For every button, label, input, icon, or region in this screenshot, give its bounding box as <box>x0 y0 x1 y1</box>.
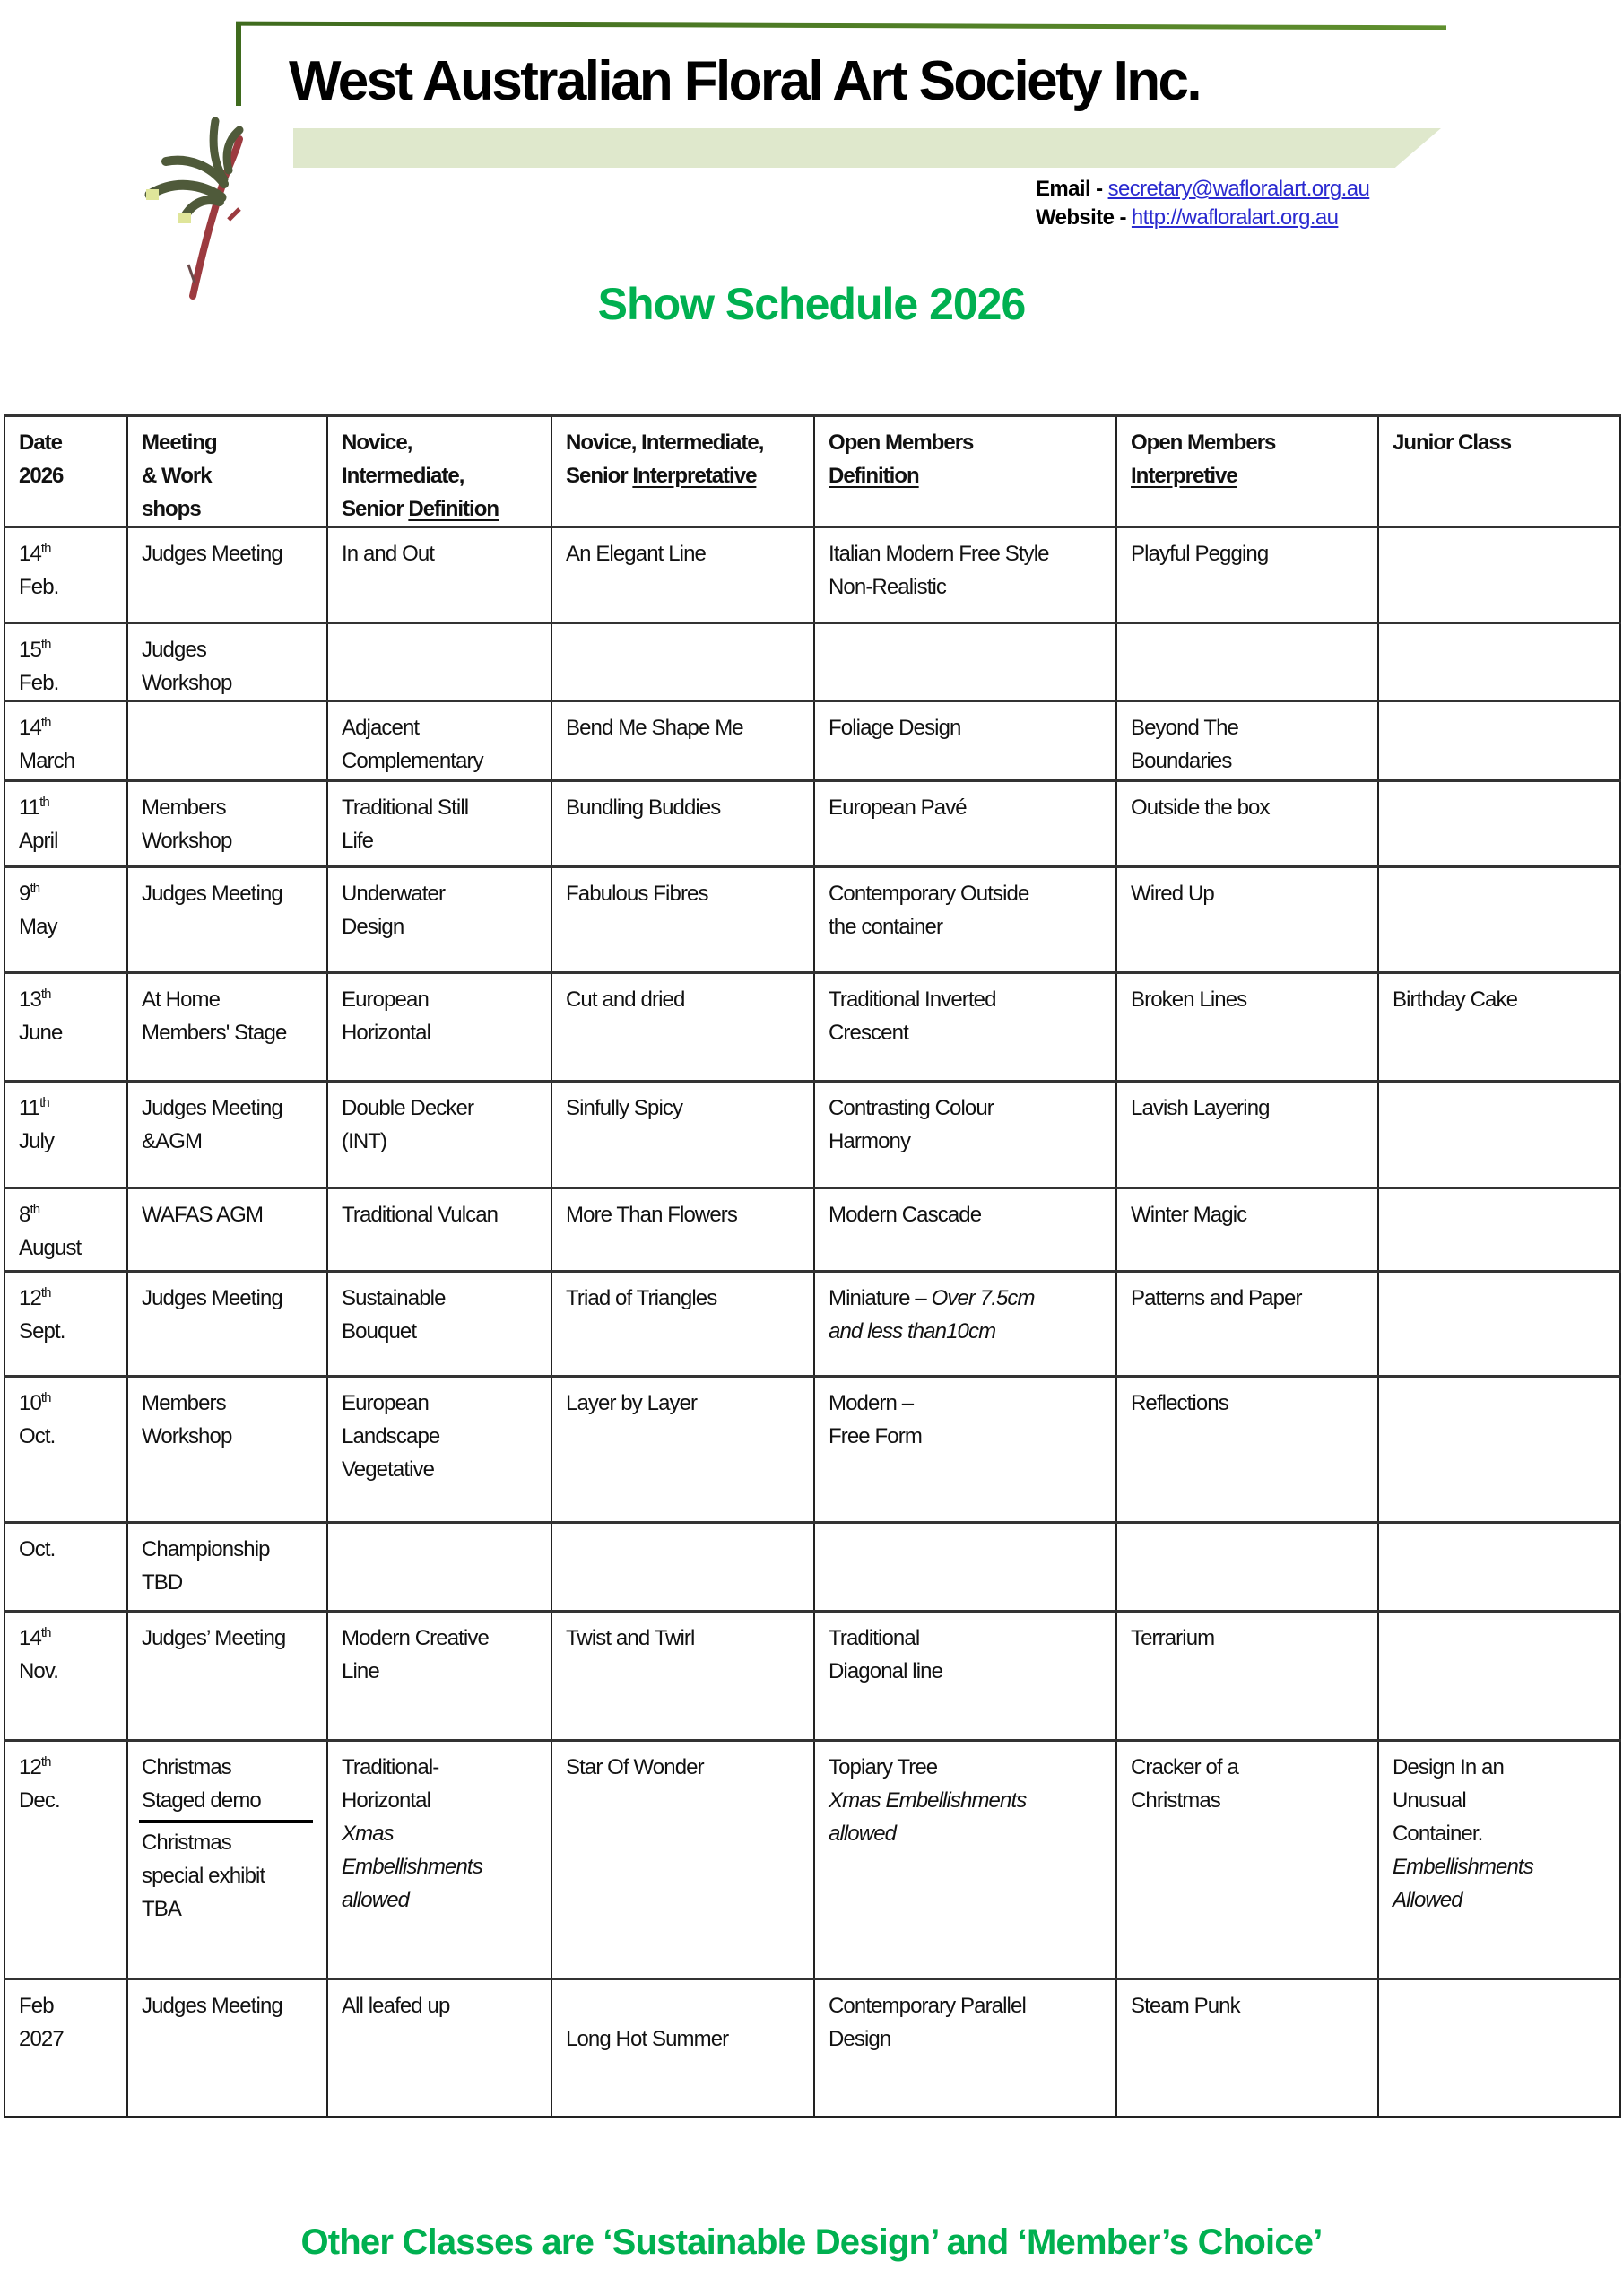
cell-line: Unusual <box>1393 1788 1466 1813</box>
cell-meeting <box>127 1082 327 1188</box>
cell-line: Traditional Vulcan <box>342 1203 499 1227</box>
cell-line: (INT) <box>342 1129 387 1153</box>
cell-line: Traditional- <box>342 1755 439 1779</box>
cell-line: Patterns and Paper <box>1131 1286 1302 1310</box>
cell-line: Miniature – <box>829 1286 932 1310</box>
cell-line: Staged demo <box>142 1788 261 1813</box>
cell-line: Landscape <box>342 1424 440 1448</box>
cell-line: Modern – <box>829 1391 914 1415</box>
cell-open-interpretive <box>1116 1741 1378 1979</box>
date-suffix: th <box>40 1625 51 1640</box>
cell-line: TBA <box>142 1897 181 1921</box>
cell-line: European <box>342 987 429 1012</box>
cell-line: Modern Creative <box>342 1626 489 1650</box>
cell-date <box>4 973 127 1082</box>
cell-junior-class <box>1378 1979 1620 2117</box>
cell-junior-class <box>1378 1741 1620 1979</box>
meeting-separator <box>139 1820 313 1823</box>
cell-open-definition <box>814 701 1116 781</box>
cell-line: Judges <box>142 638 206 662</box>
cell-open-interpretive <box>1116 1612 1378 1741</box>
cell-line: special exhibit <box>142 1864 265 1888</box>
cell-line: Members <box>142 796 226 820</box>
cell-nis-interpretative <box>551 1612 814 1741</box>
cell-line: TBD <box>142 1570 183 1595</box>
cell-line: &AGM <box>142 1129 203 1153</box>
cell-junior-class <box>1378 1377 1620 1523</box>
date-suffix: th <box>40 1754 51 1770</box>
header-nis-interpretative: Novice, Intermediate, Senior Interpretative <box>551 416 814 527</box>
website-label: Website - <box>1036 205 1132 230</box>
cell-open-definition <box>814 781 1116 867</box>
cell-nis-definition <box>327 527 551 623</box>
cell-date <box>4 1741 127 1979</box>
cell-meeting <box>127 973 327 1082</box>
cell-nis-interpretative <box>551 1188 814 1272</box>
cell-line: Members' Stage <box>142 1021 287 1045</box>
table-row <box>4 781 1620 867</box>
date-month: March <box>19 749 75 773</box>
table-row <box>4 1523 1620 1612</box>
cell-open-interpretive <box>1116 781 1378 867</box>
cell-nis-interpretative <box>551 1523 814 1612</box>
cell-line: Topiary Tree <box>829 1755 938 1779</box>
date-suffix: th <box>39 795 49 810</box>
cell-meeting <box>127 1979 327 2117</box>
cell-open-definition <box>814 973 1116 1082</box>
cell-line: Judges Meeting <box>142 1994 282 2018</box>
cell-meeting <box>127 1377 327 1523</box>
table-row <box>4 1979 1620 2117</box>
date-suffix: th <box>40 637 51 652</box>
cell-line: European Pavé <box>829 796 967 820</box>
cell-line: An Elegant Line <box>566 542 706 566</box>
cell-line: Birthday Cake <box>1393 987 1518 1012</box>
cell-nis-definition <box>327 1188 551 1272</box>
cell-line: Modern Cascade <box>829 1203 982 1227</box>
cell-open-interpretive <box>1116 1272 1378 1377</box>
cell-line: Triad of Triangles <box>566 1286 717 1310</box>
date-month: April <box>19 829 58 853</box>
cell-open-definition <box>814 527 1116 623</box>
cell-line: Steam Punk <box>1131 1994 1240 2018</box>
cell-line: Workshop <box>142 671 232 695</box>
date-suffix: th <box>40 1285 51 1300</box>
cell-nis-interpretative <box>551 867 814 973</box>
cell-line-italic: Over 7.5cm <box>931 1286 1035 1310</box>
cell-line: Life <box>342 829 374 853</box>
cell-line: Contrasting Colour <box>829 1096 994 1120</box>
table-row <box>4 867 1620 973</box>
cell-junior-class <box>1378 623 1620 701</box>
cell-line: Lavish Layering <box>1131 1096 1270 1120</box>
cell-open-interpretive <box>1116 867 1378 973</box>
date-month: June <box>19 1021 63 1045</box>
cell-line: Non-Realistic <box>829 575 947 599</box>
cell-nis-interpretative <box>551 1082 814 1188</box>
cell-junior-class <box>1378 867 1620 973</box>
cell-line: the container <box>829 915 943 939</box>
date-day: 9 <box>19 882 30 906</box>
cell-open-interpretive <box>1116 701 1378 781</box>
cell-meeting <box>127 1612 327 1741</box>
cell-date <box>4 623 127 701</box>
table-row <box>4 1272 1620 1377</box>
cell-meeting <box>127 1741 327 1979</box>
cell-meeting <box>127 1272 327 1377</box>
date-suffix: th <box>40 541 51 556</box>
cell-line: Broken Lines <box>1131 987 1247 1012</box>
cell-line: Long Hot Summer <box>566 2027 729 2051</box>
cell-nis-definition <box>327 867 551 973</box>
cell-open-definition <box>814 1272 1116 1377</box>
cell-line: allowed <box>829 1822 897 1846</box>
cell-nis-interpretative <box>551 527 814 623</box>
header-nis-definition: Novice, Intermediate, Senior Definition <box>327 416 551 527</box>
cell-line: Free Form <box>829 1424 922 1448</box>
cell-line: Complementary <box>342 749 483 773</box>
cell-date <box>4 527 127 623</box>
header-open-interpretive: Open Members Interpretive <box>1116 416 1378 527</box>
cell-line: allowed <box>342 1888 410 1912</box>
cell-junior-class <box>1378 1272 1620 1377</box>
cell-nis-definition <box>327 1612 551 1741</box>
date-suffix: th <box>40 987 51 1002</box>
cell-line: Layer by Layer <box>566 1391 698 1415</box>
cell-line: All leafed up <box>342 1994 450 2018</box>
cell-line: Bend Me Shape Me <box>566 716 743 740</box>
cell-open-definition <box>814 1979 1116 2117</box>
cell-date <box>4 701 127 781</box>
cell-nis-definition <box>327 1741 551 1979</box>
cell-line: Traditional Inverted <box>829 987 996 1012</box>
cell-junior-class <box>1378 1082 1620 1188</box>
cell-open-definition <box>814 867 1116 973</box>
cell-line: Bouquet <box>342 1319 417 1344</box>
cell-line: Design <box>342 915 404 939</box>
date-day: Feb <box>19 1994 54 2018</box>
date-month: Oct. <box>19 1537 56 1561</box>
table-row <box>4 527 1620 623</box>
date-month: Oct. <box>19 1424 56 1448</box>
cell-line: Crescent <box>829 1021 908 1045</box>
footer-note: Other Classes are ‘Sustainable Design’ and ‘Member’s Choice’ <box>300 2222 1323 2262</box>
cell-line: Foliage Design <box>829 716 961 740</box>
date-day: 8 <box>19 1203 30 1227</box>
cell-line: At Home <box>142 987 221 1012</box>
date-day: 14 <box>19 542 41 566</box>
header-date: Date 2026 <box>4 416 127 527</box>
date-month: Nov. <box>19 1659 58 1683</box>
email-link[interactable]: secretary@wafloralart.org.au <box>1107 177 1370 201</box>
cell-nis-interpretative <box>551 1979 814 2117</box>
cell-open-definition <box>814 1523 1116 1612</box>
cell-date <box>4 1082 127 1188</box>
cell-junior-class <box>1378 1188 1620 1272</box>
cell-nis-definition <box>327 1523 551 1612</box>
header-junior-class: Junior Class <box>1378 416 1620 527</box>
cell-junior-class <box>1378 1612 1620 1741</box>
cell-open-definition <box>814 1377 1116 1523</box>
cell-line: Sinfully Spicy <box>566 1096 683 1120</box>
cell-line: Traditional Still <box>342 796 469 820</box>
cell-line: Design <box>829 2027 891 2051</box>
letterhead-band <box>293 128 1441 168</box>
cell-line: European <box>342 1391 429 1415</box>
cell-meeting <box>127 1523 327 1612</box>
cell-line: Members <box>142 1391 226 1415</box>
cell-line: Underwater <box>342 882 446 906</box>
date-day: 11 <box>19 796 40 820</box>
date-suffix: th <box>40 715 51 730</box>
cell-line-italic: and less than10cm <box>829 1319 996 1344</box>
cell-line: Judges Meeting <box>142 1286 282 1310</box>
cell-line: Workshop <box>142 829 232 853</box>
cell-nis-definition <box>327 973 551 1082</box>
cell-date <box>4 867 127 973</box>
table-row <box>4 1377 1620 1523</box>
cell-line: WAFAS AGM <box>142 1203 264 1227</box>
cell-line: Judges Meeting <box>142 882 282 906</box>
cell-line: Cracker of a <box>1131 1755 1238 1779</box>
cell-meeting <box>127 623 327 701</box>
cell-line: Cut and dried <box>566 987 685 1012</box>
cell-line: Winter Magic <box>1131 1203 1247 1227</box>
date-day: 10 <box>19 1391 41 1415</box>
cell-nis-definition <box>327 701 551 781</box>
website-line <box>1036 204 1369 232</box>
meeting-bottom <box>142 1826 317 1926</box>
cell-line: Terrarium <box>1131 1626 1215 1650</box>
cell-nis-definition <box>327 623 551 701</box>
cell-nis-interpretative <box>551 701 814 781</box>
cell-line: Boundaries <box>1131 749 1232 773</box>
cell-meeting <box>127 1188 327 1272</box>
cell-line: Star Of Wonder <box>566 1755 704 1779</box>
cell-open-interpretive <box>1116 973 1378 1082</box>
cell-junior-class <box>1378 781 1620 867</box>
cell-junior-class <box>1378 973 1620 1082</box>
cell-line: Design In an <box>1393 1755 1504 1779</box>
cell-line: Horizontal <box>342 1021 431 1045</box>
cell-line: Italian Modern Free Style <box>829 542 1049 566</box>
cell-line: Horizontal <box>342 1788 431 1813</box>
table-row <box>4 1082 1620 1188</box>
cell-line: Christmas <box>142 1831 231 1855</box>
cell-line: Beyond The <box>1131 716 1238 740</box>
cell-junior-class <box>1378 527 1620 623</box>
cell-date <box>4 1377 127 1523</box>
cell-line: Adjacent <box>342 716 420 740</box>
table-row <box>4 973 1620 1082</box>
cell-line: Double Decker <box>342 1096 474 1120</box>
cell-line: Diagonal line <box>829 1659 943 1683</box>
cell-line: Playful Pegging <box>1131 542 1269 566</box>
cell-nis-interpretative <box>551 781 814 867</box>
date-day: 13 <box>19 987 41 1012</box>
cell-nis-definition <box>327 781 551 867</box>
cell-line: Xmas Embellishments <box>829 1788 1027 1813</box>
cell-date <box>4 1523 127 1612</box>
cell-line: Championship <box>142 1537 270 1561</box>
cell-open-interpretive <box>1116 1082 1378 1188</box>
date-month: May <box>19 915 57 939</box>
letterhead-frame-top <box>236 22 1446 30</box>
date-month: Sept. <box>19 1319 65 1344</box>
header-open-definition: Open Members Definition <box>814 416 1116 527</box>
cell-line: Wired Up <box>1131 882 1214 906</box>
cell-line: Judges’ Meeting <box>142 1626 286 1650</box>
cell-open-definition <box>814 1188 1116 1272</box>
cell-open-interpretive <box>1116 1188 1378 1272</box>
header-meeting: Meeting & Work shops <box>127 416 327 527</box>
date-suffix: th <box>40 1390 51 1405</box>
cell-date <box>4 781 127 867</box>
cell-line: Embellishments <box>1393 1855 1533 1879</box>
cell-line: Workshop <box>142 1424 232 1448</box>
table-row <box>4 701 1620 781</box>
date-month: August <box>19 1236 82 1260</box>
date-suffix: th <box>30 1202 40 1217</box>
cell-open-interpretive <box>1116 1523 1378 1612</box>
cell-meeting <box>127 781 327 867</box>
cell-line: Outside the box <box>1131 796 1270 820</box>
table-row <box>4 623 1620 701</box>
cell-line: Embellishments <box>342 1855 482 1879</box>
cell-line: Line <box>342 1659 379 1683</box>
cell-line: Sustainable <box>342 1286 446 1310</box>
date-day: 14 <box>19 1626 41 1650</box>
cell-line: Bundling Buddies <box>566 796 721 820</box>
cell-line: Contemporary Parallel <box>829 1994 1026 2018</box>
cell-nis-definition <box>327 1082 551 1188</box>
cell-line: More Than Flowers <box>566 1203 737 1227</box>
cell-line: Christmas <box>1131 1788 1220 1813</box>
date-suffix: th <box>30 881 40 896</box>
cell-line: Vegetative <box>342 1457 435 1482</box>
table-row <box>4 1188 1620 1272</box>
page-title: Show Schedule 2026 <box>597 279 1026 329</box>
cell-nis-interpretative <box>551 973 814 1082</box>
cell-line: Judges Meeting <box>142 542 282 566</box>
cell-open-interpretive <box>1116 527 1378 623</box>
date-day: 12 <box>19 1755 41 1779</box>
cell-line: Xmas <box>342 1822 394 1846</box>
contact-block <box>1036 175 1369 232</box>
cell-line: Twist and Twirl <box>566 1626 695 1650</box>
date-month: Dec. <box>19 1788 60 1813</box>
cell-line: Harmony <box>829 1129 911 1153</box>
cell-nis-definition <box>327 1979 551 2117</box>
cell-junior-class <box>1378 701 1620 781</box>
date-month: July <box>19 1129 55 1153</box>
date-day: 15 <box>19 638 41 662</box>
cell-open-interpretive <box>1116 1377 1378 1523</box>
kangaroo-paw-plant-icon <box>139 112 287 300</box>
email-label: Email - <box>1036 177 1108 201</box>
cell-open-definition <box>814 1612 1116 1741</box>
cell-nis-interpretative <box>551 1272 814 1377</box>
cell-nis-interpretative <box>551 1377 814 1523</box>
website-link[interactable]: http://wafloralart.org.au <box>1131 205 1339 230</box>
cell-meeting <box>127 867 327 973</box>
schedule-table <box>4 414 1621 2118</box>
cell-date <box>4 1979 127 2117</box>
cell-nis-interpretative <box>551 1741 814 1979</box>
cell-line: Christmas <box>142 1755 231 1779</box>
cell-line: In and Out <box>342 542 435 566</box>
date-day: 14 <box>19 716 41 740</box>
table-row <box>4 1612 1620 1741</box>
date-day: 12 <box>19 1286 41 1310</box>
date-month: 2027 <box>19 2027 64 2051</box>
date-month: Feb. <box>19 671 59 695</box>
cell-date <box>4 1612 127 1741</box>
letterhead-frame-left <box>236 23 241 106</box>
date-suffix: th <box>39 1095 49 1110</box>
cell-nis-interpretative <box>551 623 814 701</box>
table-row <box>4 1741 1620 1979</box>
cell-nis-definition <box>327 1272 551 1377</box>
cell-line: Contemporary Outside <box>829 882 1029 906</box>
cell-meeting <box>127 527 327 623</box>
cell-line: Fabulous Fibres <box>566 882 708 906</box>
cell-line: Traditional <box>829 1626 920 1650</box>
email-line <box>1036 175 1369 204</box>
date-month: Feb. <box>19 575 59 599</box>
cell-open-definition <box>814 1741 1116 1979</box>
cell-line: Container. <box>1393 1822 1483 1846</box>
cell-junior-class <box>1378 1523 1620 1612</box>
cell-open-interpretive <box>1116 1979 1378 2117</box>
cell-open-interpretive <box>1116 623 1378 701</box>
cell-line: Allowed <box>1393 1888 1462 1912</box>
cell-meeting <box>127 701 327 781</box>
cell-line: Reflections <box>1131 1391 1228 1415</box>
date-day: 11 <box>19 1096 40 1120</box>
cell-line: Judges Meeting <box>142 1096 282 1120</box>
organisation-name: West Australian Floral Art Society Inc. <box>289 50 1201 112</box>
cell-date <box>4 1188 127 1272</box>
cell-nis-definition <box>327 1377 551 1523</box>
cell-date <box>4 1272 127 1377</box>
table-header-row <box>4 416 1620 527</box>
cell-open-definition <box>814 623 1116 701</box>
cell-open-definition <box>814 1082 1116 1188</box>
